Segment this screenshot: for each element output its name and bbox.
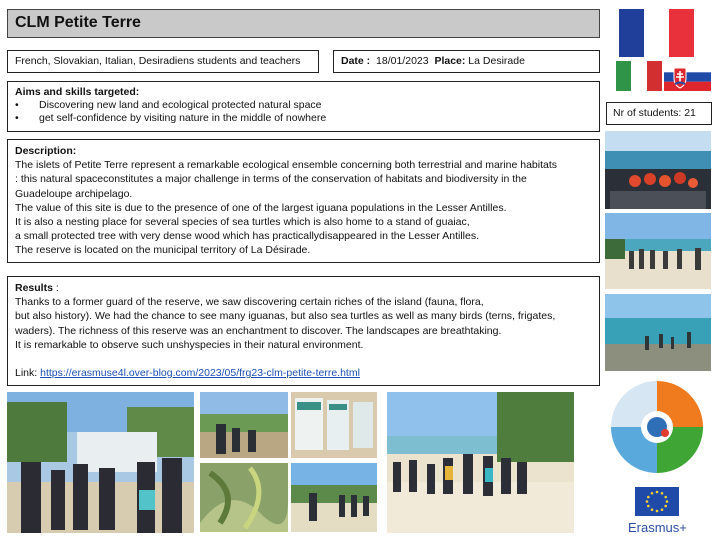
bullet-icon: • [15, 112, 19, 124]
aims-item: • Discovering new land and ecological protected natural space [15, 99, 322, 111]
results-line: Thanks to a former guard of the reserve, we saw discovering certain riches of the island (fauna, flora, [15, 296, 484, 309]
date-label: Date : [341, 55, 371, 67]
info-panel-group-photo [7, 392, 194, 533]
place-label: Place: [434, 55, 466, 67]
italy-flag-icon [616, 61, 662, 91]
aims-heading: Aims and skills targeted: [15, 86, 140, 98]
description-box [7, 139, 600, 263]
plants-photo [200, 463, 288, 532]
description-line: : this natural spaceconstitutes a major challenge in terms of the conservation of habitats and biodiversity in the [15, 173, 527, 186]
eu-flag-icon [635, 487, 679, 516]
place-value: La Desirade [468, 55, 525, 67]
aims-item: • get self-confidence by visiting nature in the middle of nowhere [15, 112, 327, 124]
aims-box [7, 81, 600, 132]
france-flag-icon [619, 9, 694, 57]
description-line: It is also a nesting place for several species of sea turtles which is also home to a stand of guaiac, [15, 216, 470, 229]
students-count: Nr of students: 21 [613, 107, 696, 119]
beach-group-photo [605, 213, 711, 289]
bullet-icon: • [15, 99, 19, 111]
results-line: waders). The richness of this reserve was an enchantment to discover. The landscapes are breathtaking. [15, 324, 502, 337]
description-line: The value of this site is due to the presence of one of the largest iguana populations in the Lesser Antilles. [15, 201, 507, 214]
signboards-photo [291, 392, 377, 458]
students-count-box [606, 102, 712, 125]
description-line: a small protected tree with very dense wood which has practicallydisappeared in the Lesser Antilles. [15, 230, 479, 243]
erasmus-logo-text: Erasmus+ [628, 520, 687, 535]
slovakia-flag-icon [664, 63, 711, 91]
participants-text: French, Slovakian, Italian, Desiradiens students and teachers [15, 55, 301, 67]
description-line: The reserve is located on the municipal territory of La Désirade. [15, 244, 311, 257]
boat-photo [605, 131, 711, 209]
results-line: but also history). We had the chance to see many iguanas, but also sea turtles as well as many birds (terns, frigates, [15, 310, 556, 323]
shore-walk-photo [605, 294, 711, 371]
page-title: CLM Petite Terre [15, 14, 141, 31]
blog-link[interactable]: https://erasmuse4l.over-blog.com/2023/05/frg23-clm-petite-terre.html [40, 367, 360, 380]
date-place-box [333, 50, 600, 73]
dune-walk-photo [291, 463, 377, 532]
forest-path-photo [200, 392, 288, 458]
title-box [7, 9, 600, 38]
description-line: The islets of Petite Terre represent a remarkable ecological ensemble concerning both terrestrial and marine habitats [15, 159, 558, 172]
results-heading: Results [15, 282, 53, 294]
beach-group-large-photo [387, 392, 574, 533]
description-line: Guadeloupe archipelago. [15, 187, 133, 200]
link-label: Link: [15, 367, 38, 380]
results-line: It is remarkable to observe such unshyspecies in their natural environment. [15, 338, 364, 351]
participants-box [7, 50, 319, 73]
project-logo-icon [609, 378, 705, 476]
date-value: 18/01/2023 [376, 55, 429, 67]
results-box [7, 276, 600, 386]
description-heading: Description: [15, 145, 77, 157]
results-heading-suffix: : [52, 282, 59, 294]
